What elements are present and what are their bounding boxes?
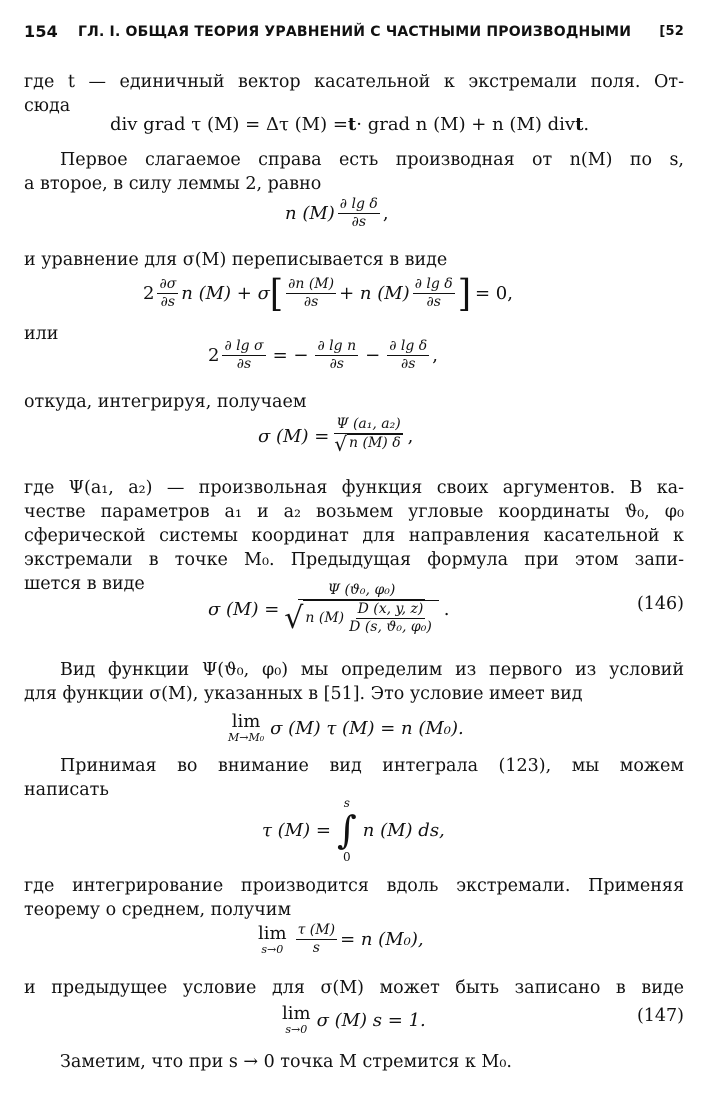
- equation-text: + n (M): [339, 283, 410, 304]
- fraction: [347, 601, 434, 636]
- equation-div-grad: [110, 114, 589, 135]
- equation-text: σ (M) =: [258, 425, 330, 447]
- fraction-denominator: ∂s: [351, 214, 367, 230]
- equation-number-146: (146): [636, 594, 684, 614]
- equation-text: n (M) + σ: [181, 283, 270, 304]
- page-number: 154: [24, 22, 58, 41]
- text-line: где t — единичный вектор касательной к экстремали поля. От-: [24, 72, 684, 92]
- text-line: Заметим, что при s → 0 точка M стремится к M₀.: [60, 1052, 512, 1072]
- text-line: теорему о среднем, получим: [24, 900, 292, 920]
- equation-text: ,: [432, 345, 438, 366]
- fraction: [413, 276, 455, 311]
- paragraph-6: [24, 476, 684, 596]
- equation-limit-2: [258, 922, 424, 957]
- fraction: [338, 196, 380, 231]
- fraction: [296, 922, 337, 957]
- limit-subscript: s→0: [261, 942, 284, 956]
- equation-text: −: [365, 345, 381, 366]
- fraction-numerator: D (x, y, z): [357, 601, 424, 617]
- limit-operator: [258, 924, 287, 956]
- paragraph-2: [24, 148, 684, 196]
- equation-text: 2: [208, 345, 220, 366]
- text-line: честве параметров a₁ и a₂ возьмем угловые координаты ϑ₀, φ₀: [24, 502, 684, 522]
- text-line: экстремали в точке M₀. Предыдущая формула при этом запи-: [24, 550, 684, 570]
- equation-limit-1: [228, 712, 464, 744]
- equation-text: · grad n (M) + n (M) div: [356, 114, 576, 135]
- equation-text: n (M) ds,: [362, 819, 445, 841]
- text-line: откуда, интегрируя, получаем: [24, 392, 307, 412]
- integral-upper-limit: s: [343, 796, 350, 810]
- fraction-numerator: Ψ (ϑ₀, φ₀): [298, 582, 426, 600]
- paragraph-11: [24, 1050, 684, 1074]
- text-line: где Ψ(a₁, a₂) — произвольная функция своих аргументов. В ка-: [24, 478, 684, 498]
- fraction-denominator: ∂s: [160, 294, 176, 310]
- limit-subscript: M→M₀: [228, 731, 265, 744]
- right-bracket: ]: [457, 271, 471, 316]
- fraction: [286, 276, 336, 311]
- equation-sigma: [143, 271, 513, 316]
- text-line: для функции σ(M), указанных в [51]. Это условие имеет вид: [24, 684, 583, 704]
- limit-subscript: s→0: [285, 1023, 308, 1036]
- fraction-denominator: ∂s: [303, 294, 319, 310]
- fraction-denominator: D (s, ϑ₀, φ₀): [349, 619, 432, 635]
- equation-text: σ (M) τ (M) = n (M₀).: [270, 717, 464, 739]
- equation-text: = 0,: [474, 283, 513, 304]
- text-line: Первое слагаемое справа есть производная от n(M) по s,: [60, 150, 684, 170]
- text-line: написать: [24, 780, 109, 800]
- fraction-denominator: [332, 434, 404, 456]
- equation-text: .: [443, 598, 450, 620]
- fraction-numerator: ∂ lg δ: [389, 338, 428, 354]
- paragraph-10: [24, 976, 684, 1000]
- fraction: [315, 338, 358, 373]
- equation-text: = n (M₀),: [340, 929, 424, 950]
- fraction-denominator: ∂s: [400, 356, 416, 372]
- paragraph-3: [24, 248, 684, 272]
- equation-text: t: [347, 114, 357, 135]
- equation-147: [282, 1004, 426, 1036]
- equation-integral: [262, 796, 445, 864]
- fraction-denominator: ∂s: [329, 356, 344, 372]
- fraction-numerator: ∂ lg σ: [224, 338, 264, 354]
- radicand: n (M) δ: [347, 434, 403, 454]
- fraction: [387, 338, 429, 373]
- text-line: Вид функции Ψ(ϑ₀, φ₀) мы определим из первого из условий: [60, 660, 684, 680]
- equation-or: [208, 338, 438, 373]
- fraction: [222, 338, 265, 373]
- fraction-numerator: ∂ lg δ: [339, 196, 378, 212]
- equation-text: σ (M) =: [208, 598, 280, 620]
- equation-text: ,: [407, 425, 414, 447]
- paragraph-7: [24, 658, 684, 706]
- fraction-numerator: ∂ lg n: [317, 338, 357, 354]
- integral-lower-limit: 0: [343, 850, 351, 864]
- text-line: и предыдущее условие для σ(M) может быть записано в виде: [24, 978, 684, 998]
- fraction-numerator: Ψ (a₁, a₂): [336, 416, 401, 432]
- integral-operator: [337, 796, 357, 864]
- equation-lemma: [285, 196, 389, 231]
- equation-text: div grad τ (M) = Δτ (M) =: [110, 114, 348, 135]
- section-code: [52: [659, 24, 684, 39]
- paragraph-8: [24, 754, 684, 802]
- text-line: и уравнение для σ(M) переписывается в виде: [24, 250, 448, 270]
- equation-text: n (M): [285, 203, 335, 224]
- equation-text: τ (M) =: [262, 819, 331, 841]
- limit-label: lim: [231, 711, 261, 732]
- fraction: [282, 582, 440, 636]
- limit-operator: [282, 1004, 311, 1036]
- paragraph-9: [24, 874, 684, 922]
- fraction-numerator: τ (M): [297, 922, 336, 938]
- paragraph-1: [24, 70, 684, 118]
- square-root: [334, 434, 402, 454]
- fraction: [332, 416, 404, 456]
- fraction-numerator: ∂n (M): [288, 276, 335, 292]
- limit-operator: [228, 712, 264, 744]
- fraction: [157, 276, 178, 311]
- equation-text: = −: [272, 345, 309, 366]
- fraction-denominator: ∂s: [236, 356, 252, 372]
- text-line: сюда: [24, 96, 71, 116]
- limit-label: lim: [258, 922, 287, 944]
- fraction-denominator: [282, 600, 440, 636]
- equation-text: 2: [143, 283, 155, 304]
- equation-text: n (M): [305, 610, 345, 626]
- equation-text: .: [583, 114, 590, 135]
- page-header: [24, 22, 684, 46]
- radical-sign: √: [334, 432, 348, 456]
- text-line: а второе, в силу леммы 2, равно: [24, 174, 322, 194]
- integral-sign: ∫: [336, 808, 357, 852]
- text-line: сферической системы координат для направления касательной к: [24, 526, 684, 546]
- equation-number-147: (147): [636, 1006, 684, 1026]
- radicand: [303, 600, 438, 636]
- text-line: шется в виде: [24, 574, 145, 594]
- running-title: ГЛ. I. ОБЩАЯ ТЕОРИЯ УРАВНЕНИЙ С ЧАСТНЫМИ ПРОИЗВОДНЫМИ: [78, 24, 632, 40]
- equation-psi: [258, 416, 413, 456]
- text-line: где интегрирование производится вдоль экстремали. Применяя: [24, 876, 684, 896]
- fraction-numerator: ∂ lg δ: [414, 276, 453, 292]
- equation-text: t: [575, 114, 584, 135]
- text-line: Принимая во внимание вид интеграла (123), мы можем: [60, 756, 684, 776]
- equation-text: σ (M) s = 1.: [316, 1009, 426, 1031]
- left-bracket: [: [269, 271, 284, 316]
- text-line: или: [24, 324, 59, 344]
- fraction-denominator: s: [312, 940, 320, 956]
- fraction-denominator: ∂s: [426, 294, 441, 310]
- limit-label: lim: [282, 1003, 311, 1024]
- square-root: [284, 600, 438, 636]
- equation-146: [208, 582, 450, 636]
- radical-sign: √: [284, 601, 304, 636]
- paragraph-5: [24, 390, 684, 414]
- equation-text: ,: [382, 203, 389, 224]
- fraction-numerator: ∂σ: [159, 276, 177, 292]
